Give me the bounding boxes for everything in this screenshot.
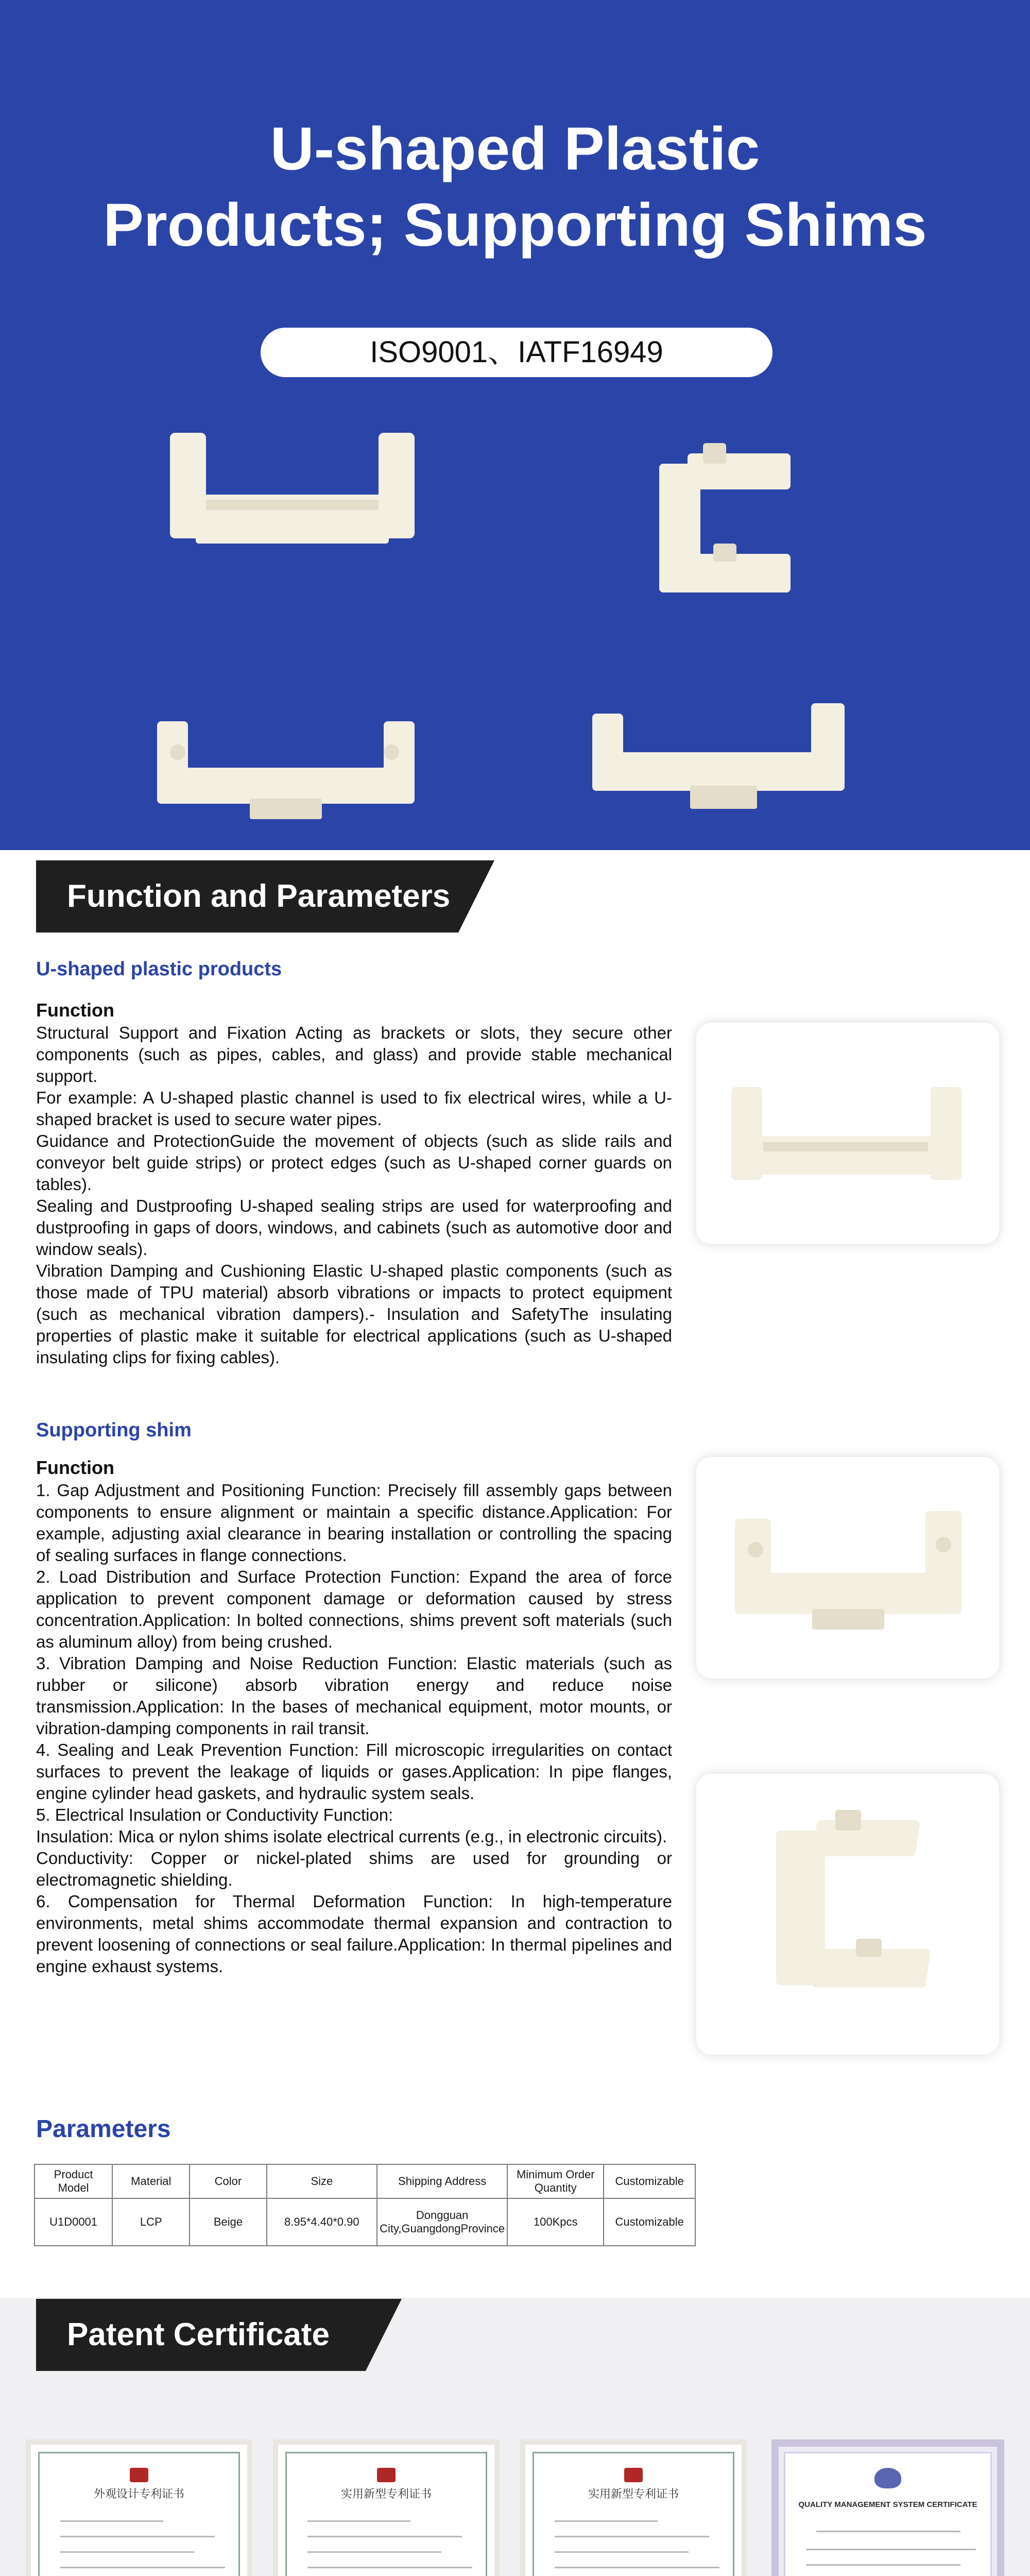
paragraph: 3. Vibration Damping and Noise Reduction Function: Elastic materials (such as rubber or silicone) absorb vibration energy and reduce noise transmission.Application: In the bases of mechanical equipment, motor mounts, or vibration-damping components in rail transit.	[36, 1654, 672, 1738]
section-tab-function	[36, 860, 458, 933]
certificate-title: 实用新型专利证书	[340, 2488, 432, 2501]
table-cell: LCP	[112, 2198, 190, 2246]
u-shaped-function-text	[36, 999, 672, 1368]
product-image-u-bracket	[170, 433, 415, 544]
product-image-c-clip	[646, 443, 791, 608]
shim-function-text	[36, 1457, 672, 1977]
product-photo-card-2	[696, 1457, 999, 1679]
section-tab-patent	[36, 2299, 366, 2371]
patent-certificate-3	[520, 2439, 747, 2576]
title-line-1: U-shaped Plastic	[270, 115, 760, 183]
tab-label: Function and Parameters	[67, 878, 451, 914]
certification-badge: ISO9001、IATF16949	[261, 328, 772, 377]
paragraph: 6. Compensation for Thermal Deformation Function: In high-temperature environments, metal shims accommodate thermal expansion and contraction to prevent loosening of connections or seal failure.Application: In thermal pipelines and engine exhaust systems.	[36, 1892, 672, 1976]
column-header: Material	[112, 2164, 190, 2198]
page-title	[0, 111, 1030, 263]
emblem-icon	[130, 2468, 148, 2482]
paragraph: 1. Gap Adjustment and Positioning Function: Precisely fill assembly gaps between components to ensure alignment or maintain a specific distance.Application: For example, adjusting axial clearance in bearing installation or controlling the spacing of sealing surfaces in flange connections.	[36, 1481, 672, 1565]
paragraph: Sealing and Dustproofing U-shaped sealing strips are used for waterproofing and dustproofing in gaps of doors, windows, and cabinets (such as automotive door and window seals).	[36, 1196, 672, 1259]
table-header-row	[35, 2164, 695, 2198]
certificate-title: 外观设计专利证书	[93, 2488, 184, 2501]
column-header: Color	[190, 2164, 266, 2198]
product-image-shim-left	[157, 721, 415, 819]
column-header: Size	[267, 2164, 377, 2198]
paragraph: Insulation: Mica or nylon shims isolate electrical currents (e.g., in electronic circuits).	[36, 1827, 667, 1846]
title-line-2: Products; Supporting Shims	[103, 191, 927, 259]
column-header: Minimum Order Quantity	[507, 2164, 604, 2198]
certificate-title: 实用新型专利证书	[588, 2488, 679, 2501]
product-image-shim-right	[592, 703, 845, 811]
tab-label: Patent Certificate	[67, 2317, 330, 2352]
patent-certificate-2	[273, 2439, 500, 2576]
hero-banner	[0, 0, 1030, 850]
qms-title: QUALITY MANAGEMENT SYSTEM CERTIFICATE	[798, 2500, 977, 2509]
parameters-table	[34, 2164, 696, 2246]
table-cell: U1D0001	[35, 2198, 112, 2246]
table-row	[35, 2198, 695, 2246]
column-header: Shipping Address	[377, 2164, 507, 2198]
paragraph: Structural Support and Fixation Acting as brackets or slots, they secure other components (such as pipes, cables, and glass) and provide stable mechanical support.	[36, 1023, 672, 1086]
paragraph: 5. Electrical Insulation or Conductivity Function:	[36, 1805, 393, 1824]
function-label: Function	[36, 999, 114, 1021]
table-cell: Dongguan City,GuangdongProvince	[377, 2198, 507, 2246]
table-cell: 8.95*4.40*0.90	[267, 2198, 377, 2246]
qms-logo-icon	[874, 2468, 901, 2488]
product-photo-card-1	[696, 1023, 999, 1244]
table-cell: Customizable	[604, 2198, 695, 2246]
paragraph: Conductivity: Copper or nickel-plated shims are used for grounding or electromagnetic shielding.	[36, 1849, 672, 1889]
paragraph: Vibration Damping and Cushioning Elastic U-shaped plastic components (such as those made of TPU material) absorb vibrations or impacts to protect equipment (such as mechanical vibration dampers).- Insulation and SafetyThe insulating properties of plastic make it suitable for electrical applications (such as U-shaped insulating clips for fixing cables).	[36, 1261, 672, 1367]
product-photo-card-3	[696, 1774, 999, 2055]
u-shaped-heading: U-shaped plastic products	[36, 958, 282, 980]
table-cell: Beige	[190, 2198, 266, 2246]
paragraph: For example: A U-shaped plastic channel is used to fix electrical wires, while a U-shaped bracket is used to secure water pipes.	[36, 1088, 672, 1129]
column-header: Customizable	[604, 2164, 695, 2198]
column-header: Product Model	[35, 2164, 112, 2198]
function-label: Function	[36, 1457, 114, 1478]
emblem-icon	[377, 2468, 396, 2482]
table-cell: 100Kpcs	[507, 2198, 604, 2246]
patent-certificate-1	[26, 2439, 252, 2576]
paragraph: Guidance and ProtectionGuide the movement of objects (such as slide rails and conveyor belt guide strips) or protect edges (such as U-shaped corner guards on tables).	[36, 1131, 672, 1194]
quality-management-certificate	[771, 2439, 1004, 2576]
parameters-heading: Parameters	[36, 2115, 171, 2143]
shim-heading: Supporting shim	[36, 1419, 192, 1441]
paragraph: 4. Sealing and Leak Prevention Function: Fill microscopic irregularities on contact surfaces to prevent the leakage of liquids or gases.Application: In pipe flanges, engine cylinder head gaskets, and hydraulic system seals.	[36, 1740, 672, 1803]
paragraph: 2. Load Distribution and Surface Protection Function: Expand the area of force application to prevent component damage or deformation caused by stress concentration.Application: In bolted connections, shims prevent soft materials (such as aluminum alloy) from being crushed.	[36, 1567, 672, 1651]
emblem-icon	[624, 2468, 643, 2482]
